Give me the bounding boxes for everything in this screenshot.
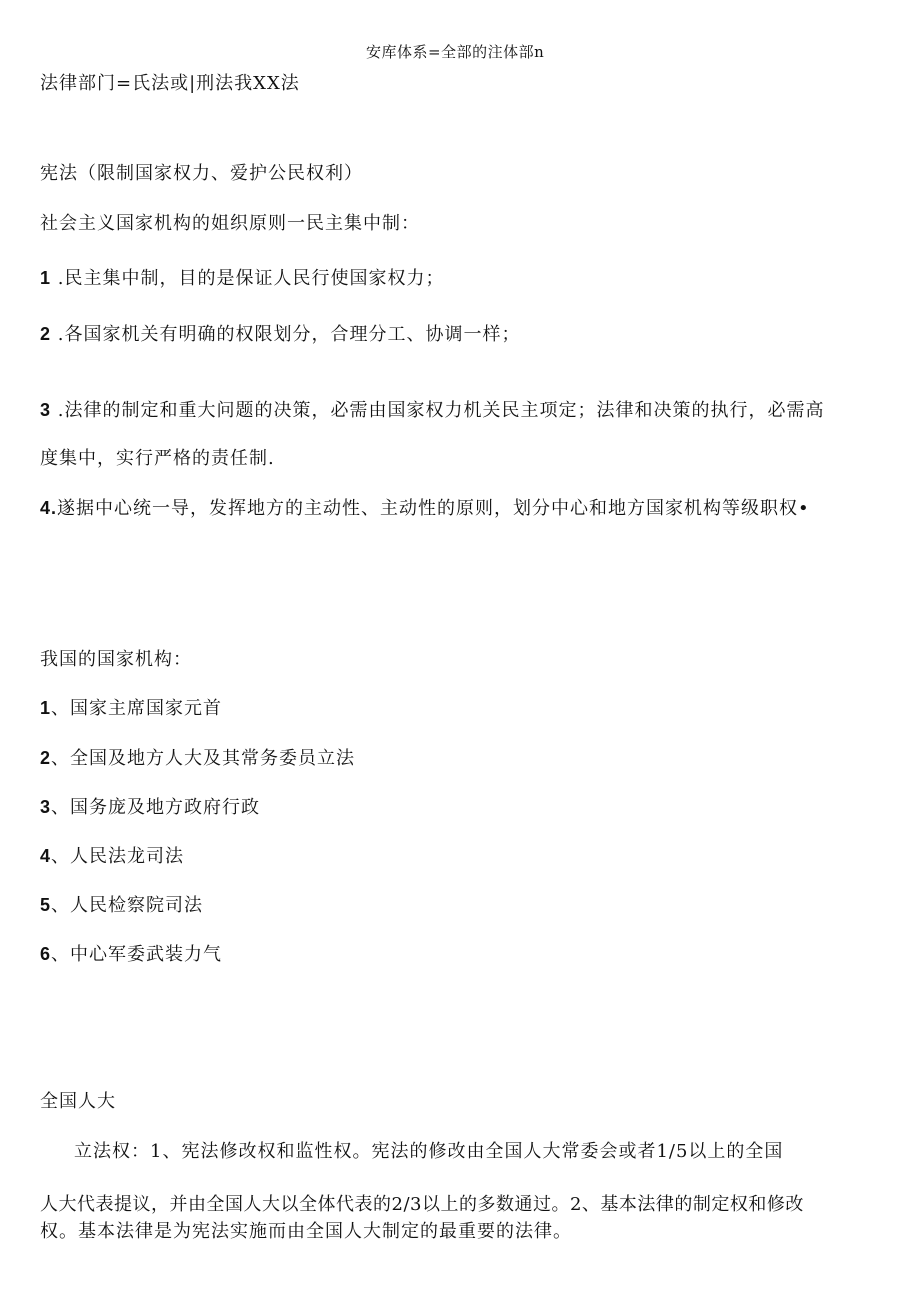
principle-number: 4.	[40, 498, 58, 518]
organ-number: 6	[40, 944, 52, 964]
npc-paragraph-line-2: 人大代表提议，并由全国人大以全体代表的2/3以上的多数通过。2、基本法律的制定权和修改	[40, 1194, 804, 1215]
organ-item-1	[40, 696, 222, 721]
organs-intro: 我国的国家机构：	[40, 649, 192, 670]
npc-paragraph-line-3: 权。基本法律是为宪法实施而由全国人大制定的最重要的法律。	[40, 1221, 572, 1242]
principle-text: .各国家机关有明确的权限划分，合理分工、协调一样；	[51, 324, 521, 345]
organ-item-4	[40, 844, 184, 869]
principle-intro: 社会主义国家机构的姐织原则一民主集中制：	[40, 213, 420, 234]
organ-text: 、中心军委武装力气	[51, 944, 223, 965]
page-subheader: 法律部门=氏法或|刑法我XX法	[40, 73, 300, 94]
organ-item-3	[40, 795, 260, 820]
page-header: 安库体系=全部的注体部n	[366, 43, 545, 61]
organ-item-2	[40, 746, 355, 771]
organ-item-5	[40, 893, 203, 918]
principle-text: .民主集中制，目的是保证人民行使国家权力；	[51, 268, 445, 289]
principle-number: 3	[40, 400, 52, 420]
principle-item-1	[40, 266, 444, 291]
npc-paragraph-line-1: 立法权：1、宪法修改权和监性权。宪法的修改由全国人大常委会或者1/5以上的全国	[74, 1141, 784, 1162]
organ-number: 1	[40, 698, 52, 718]
organ-text: 、人民检察院司法	[51, 895, 204, 916]
principle-item-2	[40, 322, 520, 347]
organ-number: 4	[40, 846, 52, 866]
principle-number: 1	[40, 268, 52, 288]
organ-number: 5	[40, 895, 52, 915]
principle-text: 遂据中心统一导，发挥地方的主动性、主动性的原则，划分中心和地方国家机构等级职权•	[57, 498, 810, 519]
organ-number: 3	[40, 797, 52, 817]
principle-item-4	[40, 496, 810, 521]
organ-number: 2	[40, 748, 52, 768]
organ-text: 、国务庞及地方政府行政	[51, 797, 261, 818]
principle-item-3	[40, 398, 824, 423]
npc-title: 全国人大	[40, 1091, 116, 1112]
principle-number: 2	[40, 324, 52, 344]
principle-item-3-continued	[40, 446, 275, 471]
constitution-title: 宪法（限制国家权力、爱护公民权利）	[40, 163, 363, 184]
organ-item-6	[40, 942, 222, 967]
principle-text: .法律的制定和重大问题的决策，必需由国家权力机关民主项定；法律和决策的执行，必需高	[51, 400, 825, 421]
organ-text: 、全国及地方人大及其常务委员立法	[51, 748, 356, 769]
organ-text: 、国家主席国家元首	[51, 698, 223, 719]
principle-text: 度集中，实行严格的责任制.	[40, 448, 275, 469]
organ-text: 、人民法龙司法	[51, 846, 185, 867]
